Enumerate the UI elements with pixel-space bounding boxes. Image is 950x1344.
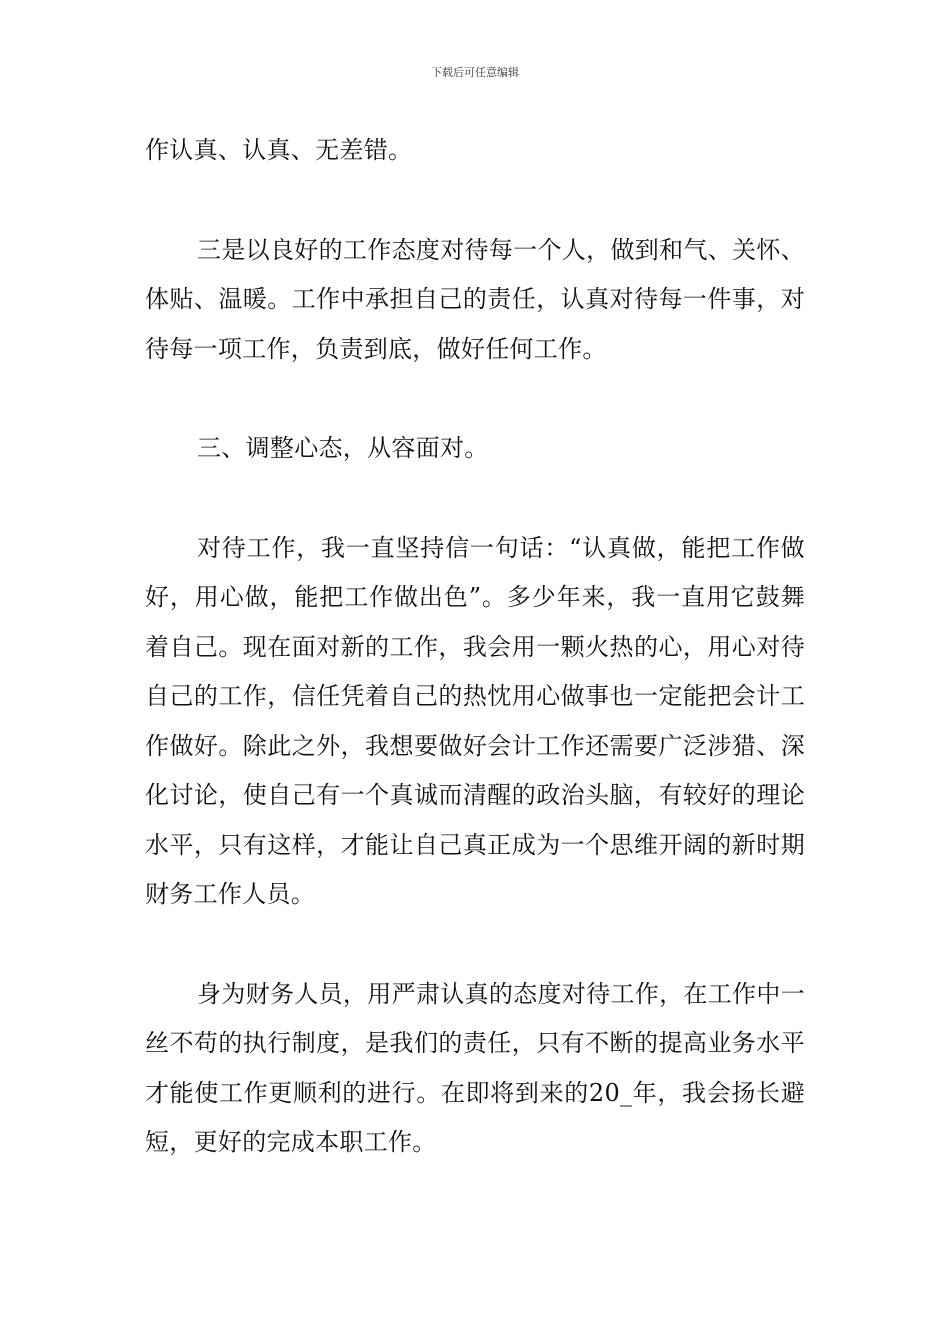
- paragraph-closing: 身为财务人员，用严肃认真的态度对待工作，在工作中一丝不苟的执行制度，是我们的责任，只有不断的提高业务水平才能使工作更顺利的进行。在即将到来的20_年，我会扬长避短，更好的完成本职工作。: [145, 979, 805, 1156]
- paragraph-attitude: 三是以良好的工作态度对待每一个人，做到和气、关怀、体贴、温暖。工作中承担自己的责任，认真对待每一件事，对待每一项工作，负责到底，做好任何工作。: [145, 235, 805, 363]
- section-heading: 三、调整心态，从容面对。: [197, 434, 489, 462]
- paragraph-work-motto: 对待工作，我一直坚持信一句话：“认真做，能把工作做好，用心做，能把工作做出色”。多少年来，我一直用它鼓舞着自己。现在面对新的工作，我会用一颗火热的心，用心对待自己的工作，信任凭着自己的热忱用心做事也一定能把会计工作做好。除此之外，我想要做好会计工作还需要广泛涉猎、深化讨论，使自己有一个真诚而清醒的政治头脑，有较好的理论水平，只有这样，才能让自己真正成为一个思维开阔的新时期财务工作人员。: [145, 533, 805, 908]
- document-body: [145, 126, 805, 1168]
- page-header-note: 下载后可任意编辑: [431, 66, 519, 79]
- paragraph-continuation: 作认真、认真、无差错。: [145, 136, 413, 164]
